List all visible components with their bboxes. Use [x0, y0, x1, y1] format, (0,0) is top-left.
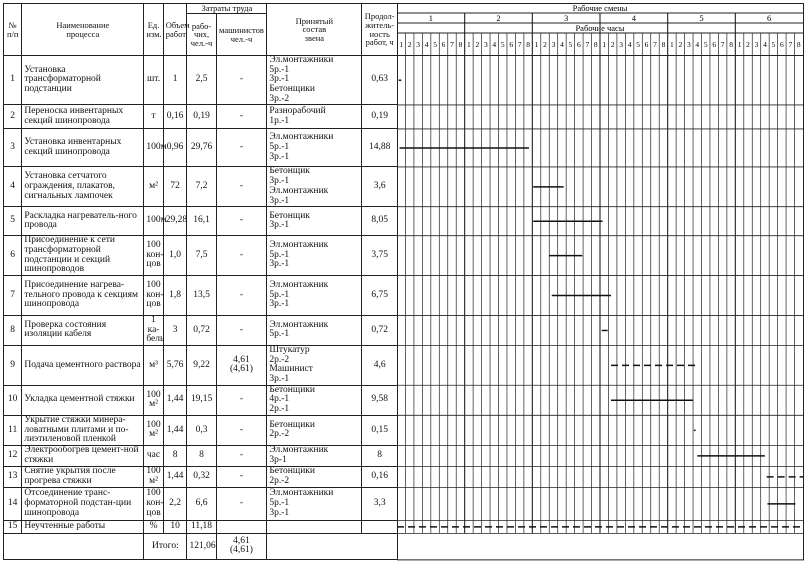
row-volume: 1,44: [163, 415, 187, 445]
row-unit: %: [144, 520, 163, 533]
row-process-name: Снятие укрытия после прогрева стяжки: [22, 466, 144, 487]
row-crew: Эл.монтажник 3р-1: [267, 445, 362, 466]
row-duration: 0,16: [362, 466, 398, 487]
row-labor-workers: 13,5: [187, 275, 216, 315]
hour-label: 7: [720, 40, 725, 49]
row-labor-machinists: -: [216, 105, 267, 129]
hour-label: 5: [771, 40, 776, 49]
hour-label: 6: [712, 40, 717, 49]
row-unit: 100 м²: [144, 466, 163, 487]
hour-label: 8: [729, 40, 733, 49]
hour-label: 3: [619, 40, 624, 49]
row-unit: 100м: [144, 207, 163, 236]
hour-label: 7: [450, 40, 454, 49]
row-process-name: Установка трансформаторной подстанции: [22, 56, 144, 105]
table-row: [4, 167, 398, 207]
row-duration: [362, 520, 398, 533]
hour-label: 3: [551, 40, 556, 49]
shifts-title: Рабочие смены: [572, 3, 628, 13]
row-labor-workers: 11,18: [187, 520, 216, 533]
hour-label: 7: [788, 40, 793, 49]
hour-label: 4: [560, 40, 564, 49]
table-body: [4, 56, 398, 560]
schedule-table: [3, 3, 398, 560]
hour-label: 2: [746, 40, 750, 49]
row-unit: 100 кон-цов: [144, 275, 163, 315]
row-volume: 5,76: [163, 346, 187, 386]
row-duration: 3,75: [362, 236, 398, 276]
shift-label: 4: [631, 13, 636, 23]
row-num: 5: [4, 207, 22, 236]
hour-label: 3: [483, 40, 488, 49]
total-labor-workers: 121,06: [187, 533, 216, 559]
hour-label: 4: [695, 40, 700, 49]
hour-label: 5: [703, 40, 708, 49]
table-row: [4, 56, 398, 105]
row-duration: 9,58: [362, 385, 398, 415]
row-crew: Эл.монтажник 5р.-1 3р.-1: [267, 236, 362, 276]
row-num: 13: [4, 466, 22, 487]
hour-label: 6: [441, 40, 446, 49]
gantt-chart: [397, 3, 805, 567]
table-row: [4, 207, 398, 236]
hour-label: 5: [636, 40, 640, 49]
row-unit: м²: [144, 167, 163, 207]
row-labor-workers: 9,22: [187, 346, 216, 386]
table-row: [4, 385, 398, 415]
row-num: 9: [4, 346, 22, 386]
row-labor-machinists: -: [216, 129, 267, 167]
row-unit: 100 м²: [144, 415, 163, 445]
row-num: 8: [4, 315, 22, 345]
row-num: 15: [4, 520, 22, 533]
row-labor-machinists: 4,61 (4,61): [216, 346, 267, 386]
table-row: [4, 520, 398, 533]
hour-label: 3: [754, 40, 759, 49]
row-labor-machinists: [216, 520, 267, 533]
shift-label: 2: [496, 13, 501, 23]
shift-label: 5: [699, 13, 704, 23]
row-labor-machinists: -: [216, 415, 267, 445]
table-row: [4, 445, 398, 466]
hour-label: 6: [779, 40, 784, 49]
row-labor-workers: 16,1: [187, 207, 216, 236]
row-crew: Бетонщики 2р.-2: [267, 415, 362, 445]
row-process-name: Присоединение к сети трансформаторной подстанции и секций шинопроводов: [22, 236, 144, 276]
header-labor-workers: рабо- чих, чел.-ч: [187, 14, 216, 56]
row-unit: 100 м²: [144, 385, 163, 415]
row-process-name: Укрытие стяжки минера-ловатными плитами и по-лиэтиленовой пленкой: [22, 415, 144, 445]
header-num: № п/п: [4, 4, 22, 56]
row-labor-workers: 0,3: [187, 415, 216, 445]
row-unit: 100 кон-цов: [144, 236, 163, 276]
hour-label: 4: [492, 40, 497, 49]
hour-label: 2: [610, 40, 615, 49]
shift-label: 1: [428, 13, 433, 23]
row-num: 10: [4, 385, 22, 415]
total-labor-machinists: 4,61 (4,61): [216, 533, 267, 559]
row-labor-machinists: -: [216, 236, 267, 276]
total-label: Итого:: [144, 533, 187, 559]
row-num: 7: [4, 275, 22, 315]
header-duration: Продол- житель- ность работ, ч: [362, 4, 398, 56]
hour-label: 5: [500, 40, 505, 49]
hour-label: 1: [602, 40, 607, 49]
row-process-name: Отсоединение транс-форматорной подстан-ции шинопровода: [22, 487, 144, 520]
hour-label: 7: [517, 40, 522, 49]
row-num: 12: [4, 445, 22, 466]
row-num: 3: [4, 129, 22, 167]
row-crew: Эл.монтажник 5р.-1 3р.-1: [267, 275, 362, 315]
row-unit: м³: [144, 346, 163, 386]
shift-label: 6: [767, 13, 772, 23]
table-row: [4, 415, 398, 445]
row-labor-machinists: -: [216, 56, 267, 105]
row-unit: шт.: [144, 56, 163, 105]
row-process-name: Присоединение нагрева-тельного провода к секциям шинопровода: [22, 275, 144, 315]
hour-label: 1: [467, 40, 471, 49]
row-labor-workers: 7,2: [187, 167, 216, 207]
row-num: 11: [4, 415, 22, 445]
hours-title: Рабочие часы: [575, 23, 625, 33]
row-volume: 8: [163, 445, 187, 466]
row-num: 6: [4, 236, 22, 276]
row-process-name: Электрообогрев цемент-ной стяжки: [22, 445, 144, 466]
row-labor-workers: 19,15: [187, 385, 216, 415]
row-labor-workers: 29,76: [187, 129, 216, 167]
row-volume: 3: [163, 315, 187, 345]
hour-label: 6: [509, 40, 514, 49]
row-unit: т: [144, 105, 163, 129]
row-duration: 14,88: [362, 129, 398, 167]
row-labor-workers: 0,32: [187, 466, 216, 487]
hour-label: 1: [534, 40, 539, 49]
row-duration: 8,05: [362, 207, 398, 236]
row-labor-workers: 2,5: [187, 56, 216, 105]
row-process-name: Переноска инвентарных секций шинопровода: [22, 105, 144, 129]
row-labor-machinists: -: [216, 487, 267, 520]
hour-label: 5: [568, 40, 573, 49]
row-num: 2: [4, 105, 22, 129]
row-volume: 72: [163, 167, 187, 207]
row-volume: 1: [163, 56, 187, 105]
row-unit: 1 ка-бель: [144, 315, 163, 345]
row-crew: Эл.монтажники 5р.-1 3р.-1: [267, 487, 362, 520]
row-volume: 0,16: [163, 105, 187, 129]
table-row: [4, 487, 398, 520]
row-labor-workers: 0,72: [187, 315, 216, 345]
header-process: Наименование процесса: [22, 4, 144, 56]
hour-label: 4: [627, 40, 632, 49]
row-labor-workers: 0,19: [187, 105, 216, 129]
row-crew: Бетонщик 3р.-1: [267, 207, 362, 236]
row-process-name: Неучтенные работы: [22, 520, 144, 533]
row-duration: 4,6: [362, 346, 398, 386]
row-volume: 1,44: [163, 466, 187, 487]
row-num: 1: [4, 56, 22, 105]
row-duration: 0,19: [362, 105, 398, 129]
row-volume: 2,2: [163, 487, 187, 520]
row-volume: 1,0: [163, 236, 187, 276]
hour-label: 8: [458, 40, 463, 49]
hour-label: 3: [416, 40, 421, 49]
row-volume: 0,96: [163, 129, 187, 167]
row-labor-machinists: -: [216, 385, 267, 415]
table-row: [4, 129, 398, 167]
row-crew: [267, 520, 362, 533]
hour-label: 1: [670, 40, 674, 49]
header-crew: Принятый состав звена: [267, 4, 362, 56]
row-process-name: Укладка цементной стяжки: [22, 385, 144, 415]
row-crew: Бетонщик 3р.-1 Эл.монтажник 3р.-1: [267, 167, 362, 207]
row-unit: 100м: [144, 129, 163, 167]
header-volume: Объем работ: [163, 4, 187, 56]
hour-label: 6: [576, 40, 581, 49]
total-row: [4, 533, 398, 559]
row-num: 4: [4, 167, 22, 207]
row-volume: 1,8: [163, 275, 187, 315]
hour-label: 8: [593, 40, 598, 49]
row-duration: 8: [362, 445, 398, 466]
hour-label: 1: [399, 40, 404, 49]
total-blank-right: [267, 533, 398, 559]
hour-label: 1: [737, 40, 742, 49]
row-unit: час: [144, 445, 163, 466]
hour-label: 8: [796, 40, 801, 49]
row-process-name: Установка сетчатого ограждения, плакатов, сигнальных лампочек: [22, 167, 144, 207]
row-process-name: Установка инвентарных секций шинопровода: [22, 129, 144, 167]
hour-label: 2: [543, 40, 547, 49]
row-duration: 3,3: [362, 487, 398, 520]
row-duration: 0,72: [362, 315, 398, 345]
row-labor-machinists: -: [216, 275, 267, 315]
hour-label: 8: [526, 40, 530, 49]
row-process-name: Подача цементного раствора: [22, 346, 144, 386]
row-volume: 10: [163, 520, 187, 533]
row-crew: Бетонщики 2р.-2: [267, 466, 362, 487]
row-labor-machinists: -: [216, 207, 267, 236]
row-volume: 1,44: [163, 385, 187, 415]
row-labor-machinists: -: [216, 466, 267, 487]
hour-label: 5: [433, 40, 437, 49]
header-labor-machinists: машинистов чел.-ч: [216, 14, 267, 56]
table-row: [4, 466, 398, 487]
table-row: [4, 346, 398, 386]
row-labor-workers: 8: [187, 445, 216, 466]
row-process-name: Проверка состояния изоляции кабеля: [22, 315, 144, 345]
row-crew: Эл.монтажники 5р.-1 3р.-1 Бетонщики 3р.-2: [267, 56, 362, 105]
hour-label: 4: [424, 40, 429, 49]
row-duration: 0,15: [362, 415, 398, 445]
row-duration: 0,63: [362, 56, 398, 105]
header-labor: Затраты труда: [187, 4, 267, 14]
row-crew: Эл.монтажники 5р.-1 3р.-1: [267, 129, 362, 167]
shift-label: 3: [564, 13, 569, 23]
row-crew: Эл.монтажник 5р.-1: [267, 315, 362, 345]
row-volume: 29,28: [163, 207, 187, 236]
row-num: 14: [4, 487, 22, 520]
table-row: [4, 105, 398, 129]
row-crew: Разнорабочий 1р.-1: [267, 105, 362, 129]
hour-label: 8: [661, 40, 666, 49]
row-process-name: Раскладка нагреватель-ного провода: [22, 207, 144, 236]
row-labor-workers: 7,5: [187, 236, 216, 276]
table-row: [4, 236, 398, 276]
hour-label: 2: [475, 40, 480, 49]
hour-label: 6: [644, 40, 649, 49]
hour-label: 4: [763, 40, 767, 49]
row-crew: Бетонщики 4р.-1 2р.-1: [267, 385, 362, 415]
row-duration: 3,6: [362, 167, 398, 207]
hour-label: 2: [678, 40, 683, 49]
header-unit: Ед. изм.: [144, 4, 163, 56]
row-crew: Штукатур 2р.-2 Машинист 3р.-1: [267, 346, 362, 386]
row-duration: 6,75: [362, 275, 398, 315]
hour-label: 2: [407, 40, 412, 49]
total-blank: [4, 533, 144, 559]
table-row: [4, 275, 398, 315]
hour-label: 7: [653, 40, 657, 49]
row-unit: 100 кон-цов: [144, 487, 163, 520]
row-labor-machinists: -: [216, 167, 267, 207]
table-row: [4, 315, 398, 345]
hour-label: 7: [585, 40, 590, 49]
hour-label: 3: [686, 40, 691, 49]
row-labor-workers: 6,6: [187, 487, 216, 520]
row-labor-machinists: -: [216, 315, 267, 345]
row-labor-machinists: -: [216, 445, 267, 466]
